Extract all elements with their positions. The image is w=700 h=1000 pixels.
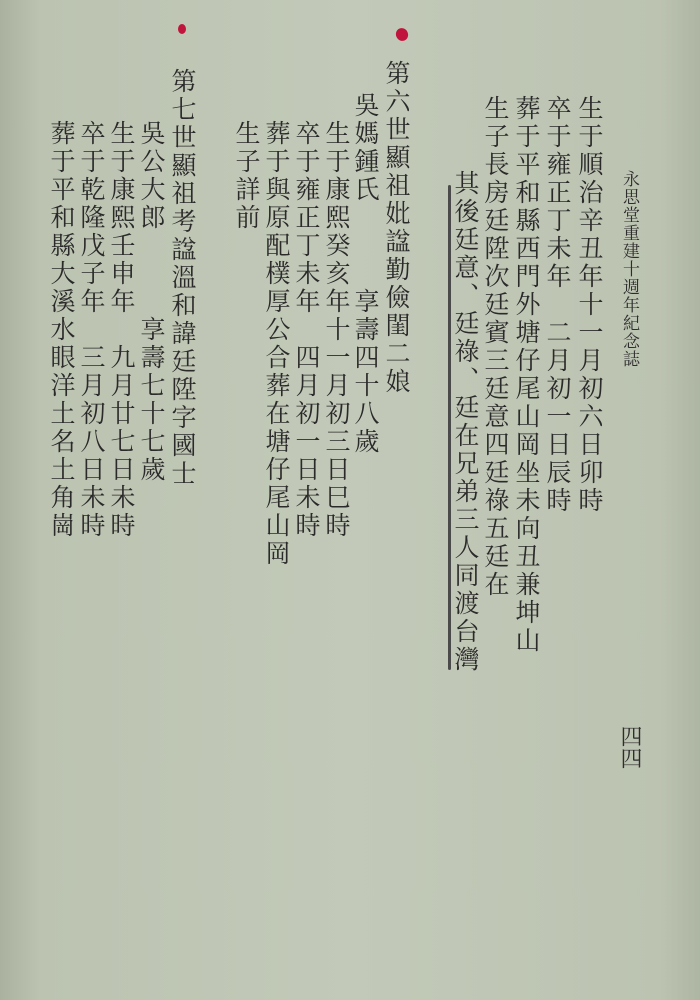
page-number: 四四 [617,725,642,769]
text-column: 葬于與原配樸厚公合葬在塘仔尾山岡 [262,120,291,568]
text-column: 生于康熙壬申年 九月廿七日未時 [107,120,136,540]
red-ink-mark [178,24,186,34]
running-header: 永思堂重建十週年紀念誌 [619,170,639,368]
text-column: 葬于平和縣西門外塘仔尾山岡坐未向丑兼坤山 [512,95,541,655]
text-column: 生子詳前 [232,120,261,232]
text-column: 吳媽鍾氏 享壽四十八歲 [351,92,380,456]
margin-bracket-line [448,185,451,670]
section-heading: 第七世顯祖考諡溫和諱廷陞字國士 [168,68,197,488]
text-column: 生于順治辛丑年十一月初六日卯時 [575,95,604,515]
text-column: 卒于雍正丁未年 四月初一日未時 [292,120,321,540]
text-column: 其後廷意、廷祿、廷在兄弟三人同渡台灣 [451,170,480,674]
text-column: 生子長房廷陞次廷賓三廷意四廷祿五廷在 [481,95,510,599]
text-column: 吳公大郎 享壽七十七歲 [137,120,166,484]
text-column: 生于康熙癸亥年十一月初三日巳時 [322,120,351,540]
text-column: 卒于雍正丁未年 二月初一日辰時 [543,95,572,515]
red-ink-mark [394,26,410,43]
text-column: 卒于乾隆戊子年 三月初八日未時 [77,120,106,540]
section-heading: 第六世顯祖妣諡勤儉閨二娘 [382,60,411,396]
text-column: 葬于平和縣大溪水眼洋土名土角崗 [47,120,76,540]
